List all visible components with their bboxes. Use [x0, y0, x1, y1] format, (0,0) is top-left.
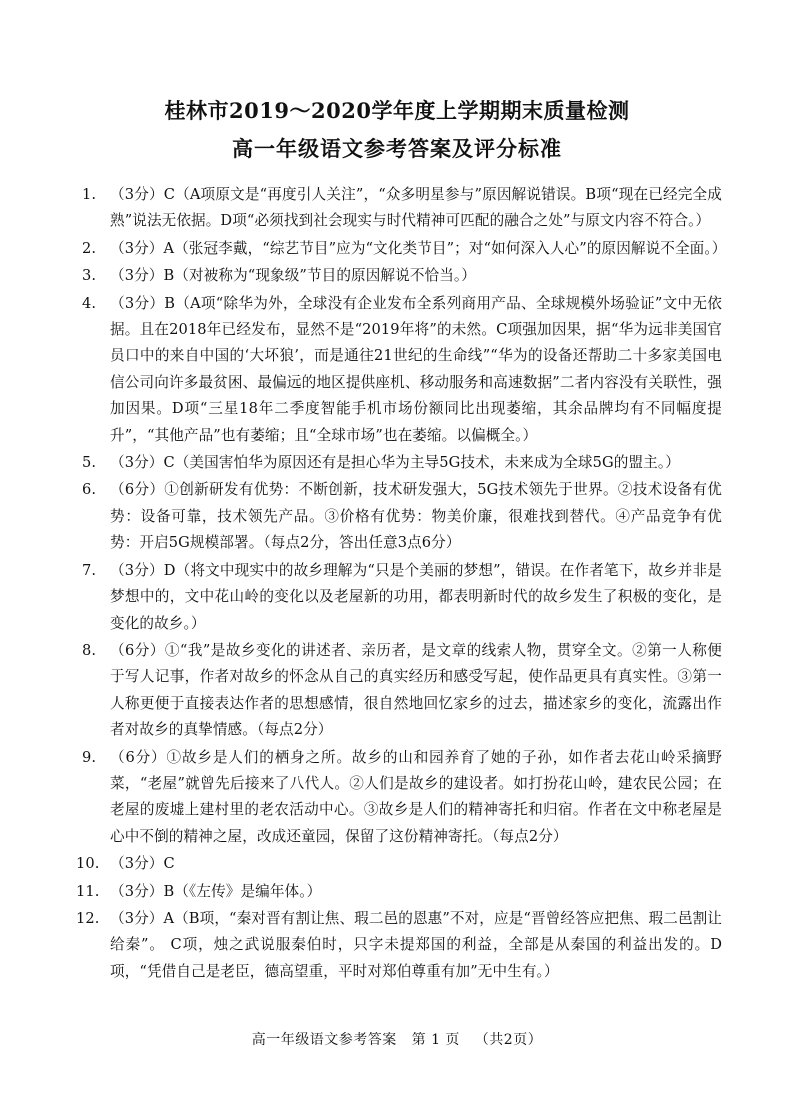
- answer-text: （3分）B（《左传》是编年体。）: [110, 882, 322, 900]
- answer-text: （3分）D（将文中现实中的故乡理解为“只是个美丽的梦想”，错误。在作者笔下，故乡并非是梦想中的，文中花山岭的变化以及老屋新的功用，都表明新时代的故乡发生了积极的变化，是变化的故乡。）: [110, 561, 722, 632]
- answer-number: 2.: [82, 239, 97, 257]
- answer-number: 4.: [82, 294, 97, 312]
- answer-text: （3分）B（A项“除华为外，全球没有企业发布全系列商用产品、全球规模外场验证”文中无依据。且在2018年已经发布，显然不是“2019年将”的未然。C项强加因果，据“华为远非美国官员口中的来自中国的‘大坏狼’，而是通往21世纪的生命线”“华为的设备还帮助二十多家美国电信公司向许多最贫困、最偏远的地区提供座机、移动服务和高速数据”二者内容没有关联性，强加因果。D项“三星18年二季度智能手机市场份额同比出现萎缩，其余品牌均有不同幅度提升”，“其他产品”也有萎缩；且“全球市场”也在萎缩。以偏概全。）: [110, 294, 722, 444]
- answer-number: 5.: [82, 454, 97, 472]
- answer-item-5: [82, 450, 722, 476]
- answer-text: （3分）A（张冠李戴，“综艺节目”应为“文化类节目”；对“如何深入人心”的原因解说不全面。）: [110, 239, 727, 257]
- answer-number: 11.: [76, 882, 100, 900]
- page-footer: [0, 1030, 794, 1050]
- document-subtitle: 高一年级语文参考答案及评分标准: [232, 136, 562, 161]
- footer-page-number: 第 1 页: [411, 1032, 460, 1048]
- exam-title: 桂林市2019～2020学年度上学期期末质量检测: [164, 98, 630, 123]
- answer-text: （6分）①“我”是故乡变化的讲述者、亲历者，是文章的线索人物，贯穿全文。②第一人称便于写人记事，作者对故乡的怀念从自己的真实经历和感受写起，使作品更具有真实性。③第一人称更便于直接表达作者的思想感情，很自然地回忆家乡的过去，描述家乡的变化，流露出作者对故乡的真挚情感。（每点2分）: [110, 641, 722, 739]
- answer-number: 3.: [82, 267, 97, 285]
- answer-text: （3分）B（对被称为“现象级”节目的原因解说不恰当。）: [110, 267, 476, 285]
- answer-text: （3分）A（B项，“秦对晋有割让焦、瑕二邑的恩惠”不对，应是“晋曾经答应把焦、瑕二邑割让给秦”。 C项，烛之武说服秦伯时，只字未提郑国的利益，全部是从秦国的利益出发的。D项，“凭借自己是老臣，德高望重，平时对郑伯尊重有加”无中生有。）: [110, 909, 722, 980]
- answer-text: （6分）①创新研发有优势：不断创新，技术研发强大，5G技术领先于世界。②技术设备有优势：设备可靠，技术领先产品。③价格有优势：物美价廉，很难找到替代。④产品竞争有优势：开启5G规模部署。（每点2分，答出任意3点6分）: [110, 481, 722, 552]
- footer-page-total: （共2页）: [474, 1032, 543, 1048]
- answer-text: （3分）C（美国害怕华为原因还有是担心华为主导5G技术，未来成为全球5G的盟主。）: [110, 454, 680, 472]
- answer-item-6: [82, 477, 722, 556]
- answer-item-10: [76, 851, 722, 877]
- answer-item-3: [82, 263, 722, 289]
- answer-item-2: [82, 236, 727, 262]
- answer-list: [76, 182, 727, 986]
- answer-item-9: [82, 745, 722, 851]
- footer-subject: 高一年级语文参考答案: [251, 1032, 397, 1048]
- answer-item-8: [82, 638, 722, 744]
- answer-number: 1.: [82, 186, 97, 203]
- answer-number: 9.: [82, 748, 97, 766]
- answer-number: 12.: [76, 909, 100, 927]
- answer-item-7: [82, 558, 722, 637]
- answer-text: （3分）C: [110, 855, 175, 873]
- answer-text: （6分）①故乡是人们的栖身之所。故乡的山和园养育了她的子孙，如作者去花山岭采摘野菜，“老屋”就曾先后接来了八代人。②人们是故乡的建设者。如打扮花山岭，建农民公园；在老屋的废墟上建村里的老农活动中心。③故乡是人们的精神寄托和归宿。作者在文中称老屋是心中不倒的精神之屋，改成还童园，保留了这份精神寄托。（每点2分）: [110, 748, 722, 845]
- answer-number: 10.: [76, 855, 100, 873]
- answer-number: 6.: [82, 481, 97, 499]
- answer-number: 7.: [82, 561, 97, 579]
- answer-item-11: [76, 879, 722, 905]
- answer-number: 8.: [82, 641, 97, 659]
- answer-text: （3分）C（A项原文是“再度引人关注”，“众多明星参与”原因解说错误。B项“现在已经完全成熟”说法无依据。D项“必须找到社会现实与时代精神可匹配的融合之处”与原文内容不符合。）: [110, 186, 722, 230]
- answer-item-4: [82, 291, 722, 449]
- answer-item-1: [82, 182, 722, 235]
- answer-item-12: [76, 906, 722, 985]
